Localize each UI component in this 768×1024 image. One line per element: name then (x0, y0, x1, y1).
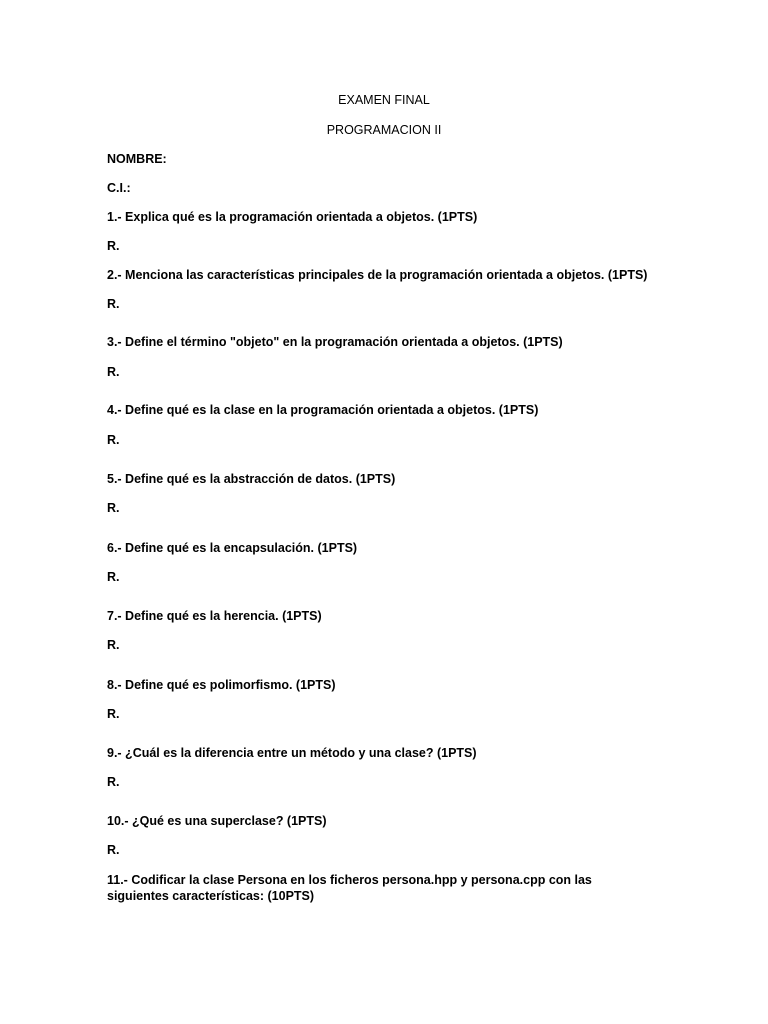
question-5: 5.- Define qué es la abstracción de datos. (1PTS) (107, 472, 396, 486)
question-1: 1.- Explica qué es la programación orientada a objetos. (1PTS) (107, 210, 478, 224)
answer-label-6: R. (107, 570, 120, 584)
question-9: 9.- ¿Cuál es la diferencia entre un método y una clase? (1PTS) (107, 746, 477, 760)
answer-label-8: R. (107, 707, 120, 721)
question-7: 7.- Define qué es la herencia. (1PTS) (107, 609, 322, 623)
answer-label-3: R. (107, 365, 120, 379)
question-4: 4.- Define qué es la clase en la programación orientada a objetos. (1PTS) (107, 403, 539, 417)
answer-label-4: R. (107, 433, 120, 447)
subject-title: PROGRAMACION II (326, 123, 442, 137)
answer-label-10: R. (107, 843, 120, 857)
answer-label-1: R. (107, 239, 120, 253)
question-6: 6.- Define qué es la encapsulación. (1PTS) (107, 541, 358, 555)
question-2: 2.- Menciona las características principales de la programación orientada a objetos. (1PTS) (107, 268, 648, 282)
question-11: 11.- Codificar la clase Persona en los ficheros persona.hpp y persona.cpp con las siguientes características: (10PTS) (107, 873, 592, 903)
question-3: 3.- Define el término "objeto" en la programación orientada a objetos. (1PTS) (107, 335, 563, 349)
answer-label-7: R. (107, 638, 120, 652)
answer-label-2: R. (107, 297, 120, 311)
question-8: 8.- Define qué es polimorfismo. (1PTS) (107, 678, 336, 692)
exam-title: EXAMEN FINAL (338, 93, 430, 107)
answer-label-9: R. (107, 775, 120, 789)
ci-label: C.I.: (107, 181, 131, 195)
question-10: 10.- ¿Qué es una superclase? (1PTS) (107, 814, 327, 828)
name-label: NOMBRE: (107, 152, 167, 166)
answer-label-5: R. (107, 501, 120, 515)
